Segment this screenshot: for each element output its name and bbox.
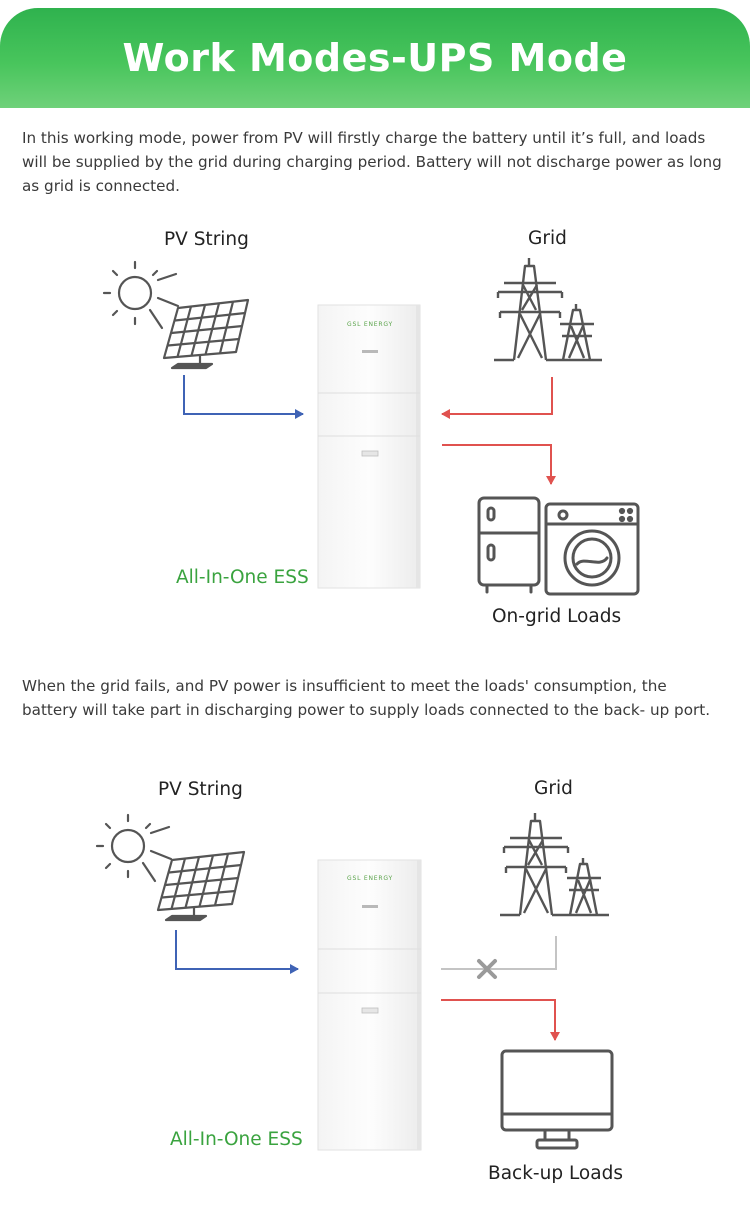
pv-to-ess-arrow	[184, 375, 303, 414]
grid-label-2: Grid	[534, 778, 573, 799]
diagram-section1	[0, 240, 750, 660]
pv-to-ess-arrow	[176, 930, 298, 969]
ess-cabinet	[318, 305, 420, 588]
header-banner	[0, 8, 750, 108]
ess-label-2: All-In-One ESS	[170, 1129, 303, 1150]
solar-panel-icon	[158, 852, 244, 920]
ess-indicator	[362, 451, 378, 456]
pv-string-label-1: PV String	[164, 229, 249, 250]
section2-description: When the grid fails, and PV power is insufficient to meet the loads' consumption, the battery will take part in discharging power to supply loads connected to the back- up port.	[22, 677, 711, 719]
pv-string-label-2: PV String	[158, 779, 243, 800]
grid-to-ess-arrow	[442, 377, 552, 414]
grid-disconnected-line	[441, 936, 556, 969]
ess-cabinet	[318, 860, 421, 1150]
ess-label-1: All-In-One ESS	[176, 567, 309, 588]
ess-to-loads-arrow	[441, 1000, 555, 1040]
section1-description: In this working mode, power from PV will firstly charge the battery until it’s full, and loads will be supplied by the grid during charging period. Battery will not discharge power as long as grid is connected.	[22, 129, 722, 195]
ess-brand-1: GSL ENERGY	[347, 321, 393, 328]
sun-icon	[104, 262, 178, 328]
ess-display-strip	[362, 905, 378, 908]
monitor-icon	[502, 1051, 612, 1148]
solar-panel-icon	[164, 300, 248, 368]
back-up-loads-label: Back-up Loads	[488, 1163, 623, 1184]
grid-label-1: Grid	[528, 228, 567, 249]
washing-machine-icon	[546, 504, 638, 594]
diagram-section2	[0, 800, 750, 1200]
grid-tower-icon	[500, 813, 609, 915]
grid-to-loads-arrow	[442, 445, 551, 484]
on-grid-loads-label: On-grid Loads	[492, 606, 622, 627]
ess-brand-2: GSL ENERGY	[347, 875, 393, 882]
fridge-icon	[479, 498, 539, 592]
page-title: Work Modes-UPS Mode	[122, 36, 628, 80]
sun-icon	[97, 815, 171, 881]
grid-tower-icon	[494, 258, 602, 360]
ess-indicator	[362, 1008, 378, 1013]
ess-display-strip	[362, 350, 378, 353]
